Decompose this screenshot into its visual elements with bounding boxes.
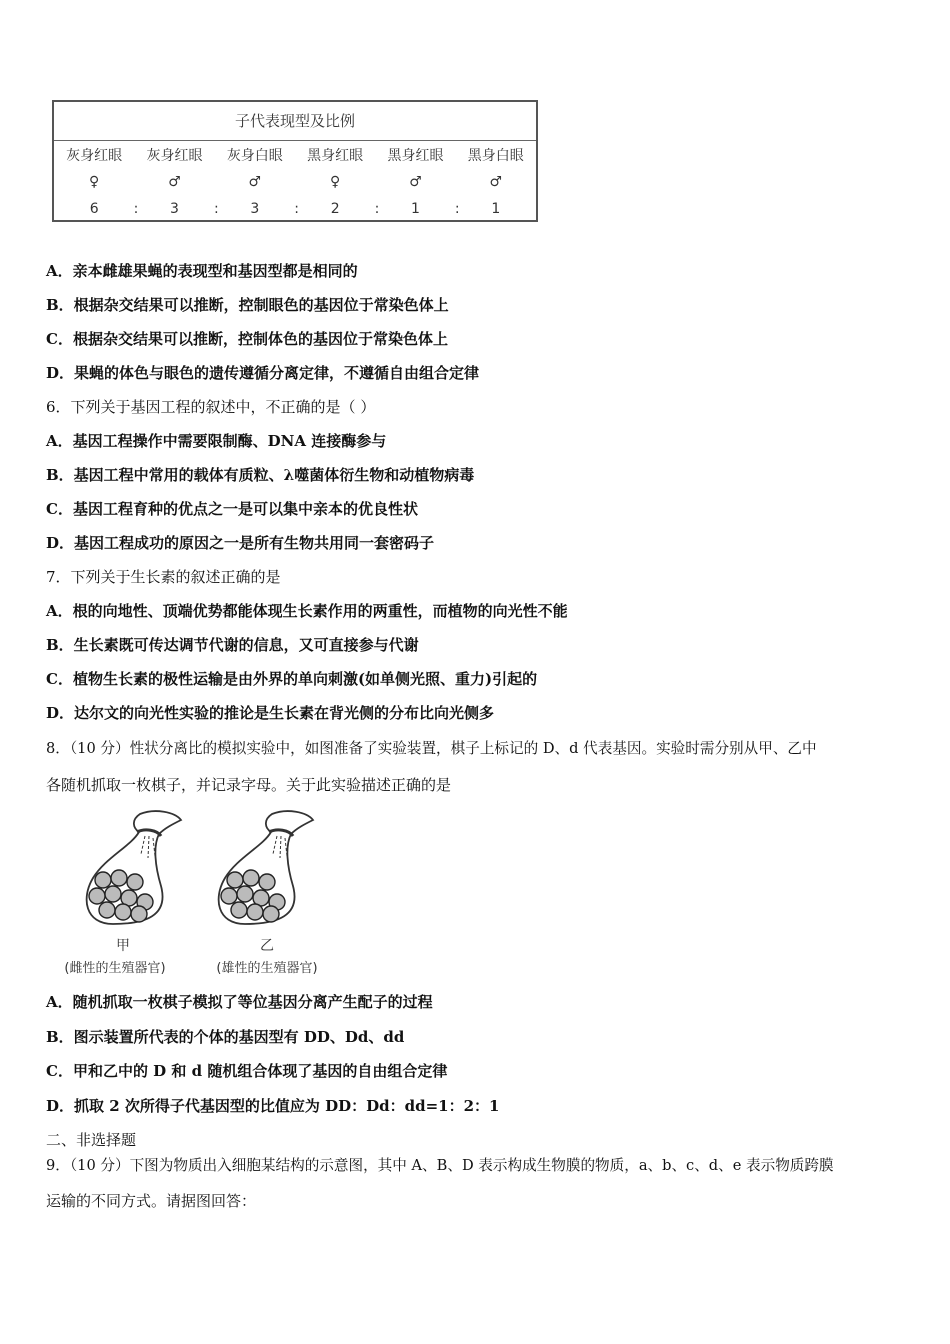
bags-figure [45, 806, 345, 984]
q8-option-d: D．抓取 2 次所得子代基因型的比值应为 DD：Dd：dd=1：2：1 [46, 1097, 500, 1115]
ratio-cell: 2 [330, 200, 340, 217]
sex-cell: ♀ [89, 173, 100, 190]
section-heading: 二、非选择题 [46, 1131, 137, 1149]
bag-left [87, 811, 181, 924]
ratio-cell: 1 [411, 200, 420, 217]
bag-right-name: 乙 [260, 938, 274, 954]
ratio-cell: 1 [491, 200, 501, 217]
q5-option-b: B．根据杂交结果可以推断，控制眼色的基因位于常染色体上 [46, 296, 449, 314]
q9-stem-line1: 9．（10 分）下图为物质出入细胞某结构的示意图，其中 A、B、D 表示构成生物膜的物质，a、b、c、d、e 表示物质跨膜 [46, 1157, 834, 1174]
sex-cell: ♂ [168, 173, 181, 190]
ratio-cell: 6 [89, 200, 99, 217]
ratio-separator: : [454, 200, 460, 217]
q7-option-c: C．植物生长素的极性运输是由外界的单向刺激(如单侧光照、重力)引起的 [46, 670, 538, 688]
q5-option-a: A．亲本雌雄果蝇的表现型和基因型都是相同的 [46, 262, 358, 280]
sex-cell: ♂ [409, 173, 422, 190]
phenotype-cell: 灰身红眼 [146, 147, 203, 164]
q6-option-d: D．基因工程成功的原因之一是所有生物共用同一套密码子 [46, 534, 435, 552]
offspring-table [52, 100, 538, 222]
ratio-cell: 3 [170, 200, 179, 217]
table-phenotype-row [54, 141, 536, 168]
q5-option-c: C．根据杂交结果可以推断，控制体色的基因位于常染色体上 [46, 330, 448, 348]
ratio-separator: : [133, 200, 139, 217]
bag-left-caption: (雌性的生殖器官) [64, 961, 166, 976]
q9-stem-line2: 运输的不同方式。请据图回答： [46, 1192, 257, 1210]
q6-option-b: B．基因工程中常用的载体有质粒、λ噬菌体衍生物和动植物病毒 [46, 466, 475, 484]
q7-stem: 7．下列关于生长素的叙述正确的是 [46, 568, 281, 586]
table-sex-row [54, 168, 536, 195]
bag-right [219, 811, 313, 924]
phenotype-cell: 灰身白眼 [226, 147, 283, 164]
table-title: 子代表现型及比例 [54, 102, 536, 141]
q8-stem-line1: 8．（10 分）性状分离比的模拟实验中，如图准备了实验装置，棋子上标记的 D、d 代表基因。实验时需分别从甲、乙中 [46, 740, 817, 757]
phenotype-cell: 黑身白眼 [467, 147, 524, 164]
q6-option-a: A．基因工程操作中需要限制酶、DNA 连接酶参与 [46, 432, 387, 450]
ratio-separator: : [294, 200, 299, 217]
phenotype-cell: 黑身红眼 [307, 147, 364, 164]
q8-stem-line2: 各随机抓取一枚棋子，并记录字母。关于此实验描述正确的是 [46, 776, 452, 794]
q7-option-b: B．生长素既可传达调节代谢的信息，又可直接参与代谢 [46, 636, 419, 654]
sex-cell: ♀ [330, 173, 341, 190]
q5-option-d: D．果蝇的体色与眼色的遗传遵循分离定律，不遵循自由组合定律 [46, 364, 480, 382]
ratio-separator: : [374, 200, 380, 217]
q7-option-d: D．达尔文的向光性实验的推论是生长素在背光侧的分布比向光侧多 [46, 704, 495, 722]
sex-cell: ♂ [248, 173, 262, 190]
q8-option-a: A．随机抓取一枚棋子模拟了等位基因分离产生配子的过程 [46, 993, 433, 1011]
ratio-cell: 3 [250, 200, 260, 217]
q8-option-b: B．图示装置所代表的个体的基因型有 DD、Dd、dd [46, 1028, 405, 1046]
phenotype-cell: 灰身红眼 [66, 147, 123, 164]
table-ratio-row [54, 195, 536, 222]
q6-option-c: C．基因工程育种的优点之一是可以集中亲本的优良性状 [46, 500, 418, 518]
sex-cell: ♂ [489, 173, 503, 190]
phenotype-cell: 黑身红眼 [387, 147, 444, 164]
bag-right-caption: (雄性的生殖器官) [216, 961, 318, 976]
ratio-separator: : [213, 200, 219, 217]
q8-option-c: C．甲和乙中的 D 和 d 随机组合体现了基因的自由组合定律 [46, 1062, 448, 1080]
q6-stem: 6．下列关于基因工程的叙述中，不正确的是（ ） [46, 398, 376, 416]
bag-left-name: 甲 [116, 938, 130, 954]
q7-option-a: A．根的向地性、顶端优势都能体现生长素作用的两重性，而植物的向光性不能 [46, 602, 568, 620]
